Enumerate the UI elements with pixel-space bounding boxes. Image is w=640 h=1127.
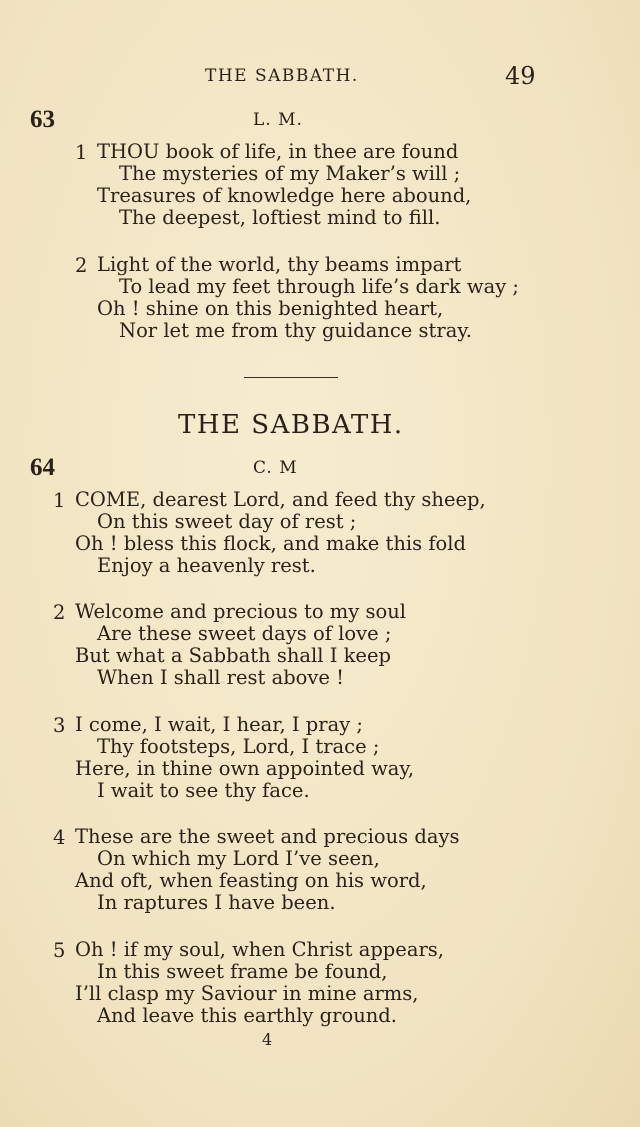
verse-line: To lead my feet through life’s dark way ; xyxy=(119,275,519,298)
hymn-number-63: 63 xyxy=(30,106,55,133)
verse-line: When I shall rest above ! xyxy=(97,666,345,689)
verse-number: 1 xyxy=(75,141,88,164)
verse-line: I’ll clasp my Saviour in mine arms, xyxy=(75,982,419,1005)
hymn-number-64: 64 xyxy=(30,454,55,481)
verse-line: These are the sweet and precious days xyxy=(75,825,460,848)
verse-line: Treasures of knowledge here abound, xyxy=(97,184,472,207)
verse-line: Enjoy a heavenly rest. xyxy=(97,554,316,577)
running-title: THE SABBATH. xyxy=(205,66,359,86)
hymn-meter-64: C. M xyxy=(253,458,298,478)
verse-line: Oh ! shine on this benighted heart, xyxy=(97,297,444,320)
verse-line: COME, dearest Lord, and feed thy sheep, xyxy=(75,488,486,511)
section-heading: THE SABBATH. xyxy=(178,410,404,440)
page-number: 49 xyxy=(505,62,536,90)
verse-line: Oh ! if my soul, when Christ appears, xyxy=(75,938,444,961)
verse-line: On which my Lord I’ve seen, xyxy=(97,847,380,870)
verse-line: In this sweet frame be found, xyxy=(97,960,388,983)
signature-mark: 4 xyxy=(262,1030,273,1049)
verse-line: Oh ! bless this flock, and make this fold xyxy=(75,532,467,555)
verse-number: 5 xyxy=(53,939,66,962)
verse-line: And leave this earthly ground. xyxy=(97,1004,397,1027)
verse-number: 3 xyxy=(53,714,66,737)
verse-line: I wait to see thy face. xyxy=(97,779,310,802)
verse-line: But what a Sabbath shall I keep xyxy=(75,644,391,667)
hymn-meter-63: L. M. xyxy=(253,110,303,130)
section-divider xyxy=(244,377,338,378)
verse-line: In raptures I have been. xyxy=(97,891,336,914)
verse-number: 2 xyxy=(53,601,66,624)
verse-line: The mysteries of my Maker’s will ; xyxy=(119,162,461,185)
verse-line: Here, in thine own appointed way, xyxy=(75,757,415,780)
verse-line: On this sweet day of rest ; xyxy=(97,510,357,533)
verse-number: 1 xyxy=(53,489,66,512)
verse-line: And oft, when feasting on his word, xyxy=(75,869,427,892)
verse-line: I come, I wait, I hear, I pray ; xyxy=(75,713,363,736)
verse-line: Welcome and precious to my soul xyxy=(75,600,407,623)
verse-line: Light of the world, thy beams impart xyxy=(97,253,462,276)
verse-line: The deepest, loftiest mind to fill. xyxy=(119,206,441,229)
verse-line: THOU book of life, in thee are found xyxy=(97,140,459,163)
verse-line: Are these sweet days of love ; xyxy=(97,622,392,645)
verse-line: Thy footsteps, Lord, I trace ; xyxy=(97,735,380,758)
verse-number: 2 xyxy=(75,254,88,277)
verse-number: 4 xyxy=(53,826,66,849)
running-head xyxy=(0,62,640,92)
verse-line: Nor let me from thy guidance stray. xyxy=(119,319,472,342)
